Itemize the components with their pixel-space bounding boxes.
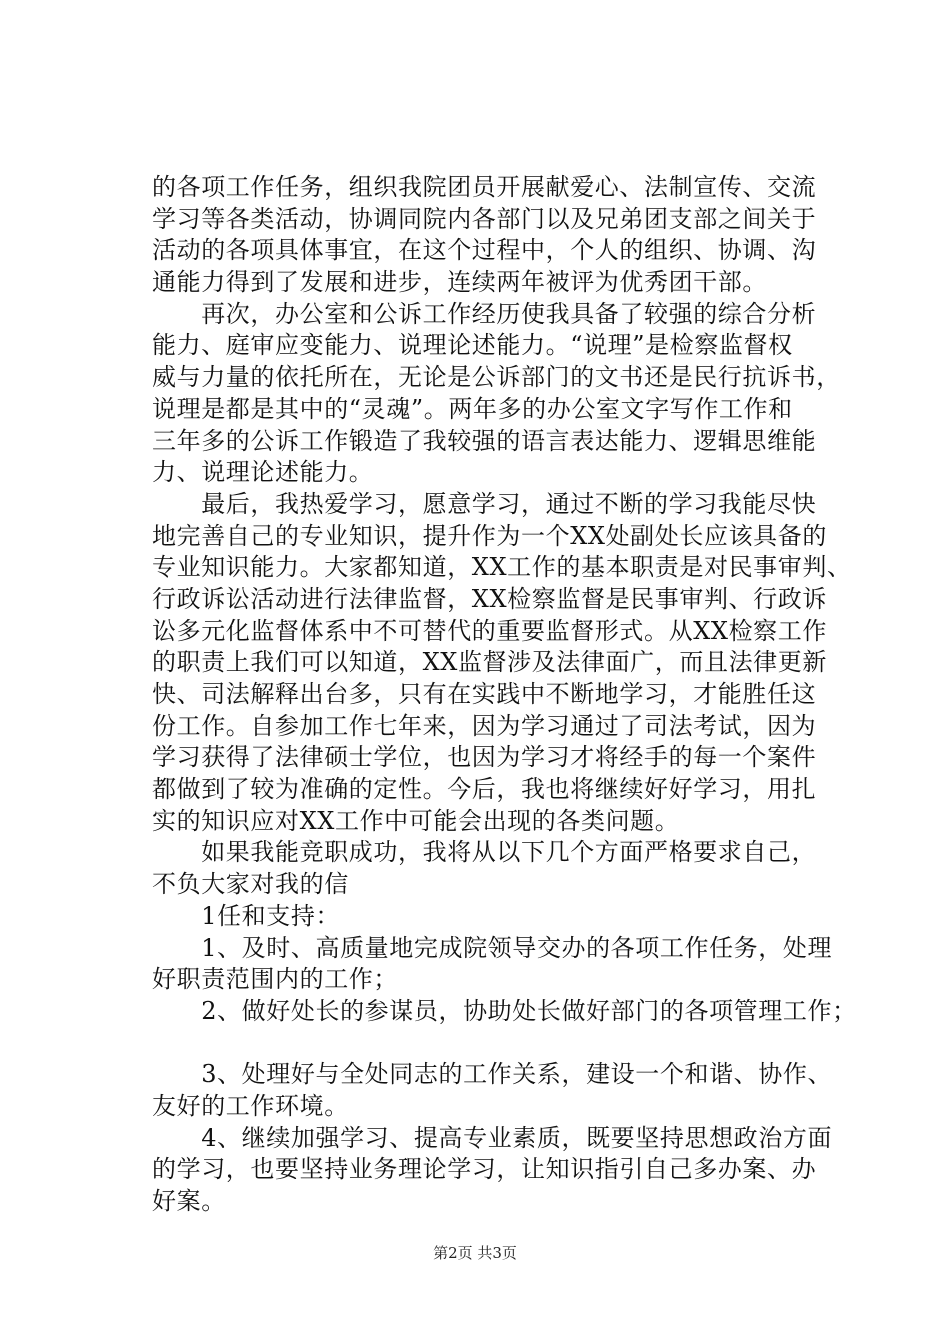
text-line: 的各项工作任务，组织我院团员开展献爱心、法制宣传、交流 — [152, 173, 817, 201]
text-line: 的学习，也要坚持业务理论学习，让知识指引自己多办案、办 — [152, 1155, 817, 1184]
text-line: 能力、庭审应变能力、说理论述能力。“说理”是检察监督权 — [152, 331, 793, 360]
text-line: 好职责范围内的工作； — [152, 965, 398, 994]
text-line: 份工作。自参加工作七年来，因为学习通过了司法考试，因为 — [152, 711, 817, 740]
text-line: 友好的工作环境。 — [152, 1091, 349, 1120]
text-line: 学习等各类活动，协调同院内各部门以及兄弟团支部之间关于 — [152, 204, 817, 233]
text-line: 行政诉讼活动进行法律监督，XX检察监督是民事审判、行政诉 — [152, 584, 827, 613]
text-line: 最后，我热爱学习，愿意学习，通过不断的学习我能尽快 — [152, 489, 817, 518]
page-footer: 第2页 共3页 — [433, 1244, 517, 1262]
text-line: 4、继续加强学习、提高专业素质，既要坚持思想政治方面 — [152, 1123, 833, 1152]
text-line: 的职责上我们可以知道，XX监督涉及法律面广，而且法律更新 — [152, 648, 827, 677]
text-line: 再次，办公室和公诉工作经历使我具备了较强的综合分析 — [152, 299, 817, 328]
text-line: 3、处理好与全处同志的工作关系，建设一个和谐、协作、 — [152, 1060, 833, 1089]
text-line: 三年多的公诉工作锻造了我较强的语言表达能力、逻辑思维能 — [152, 426, 817, 455]
text-line: 学习获得了法律硕士学位，也因为学习才将经手的每一个案件 — [152, 743, 817, 772]
text-line: 威与力量的依托所在，无论是公诉部门的文书还是民行抗诉书， — [152, 363, 841, 392]
text-line: 专业知识能力。大家都知道，XX工作的基本职责是对民事审判、 — [152, 553, 852, 582]
text-line: 不负大家对我的信 — [152, 870, 349, 899]
text-line: 2、做好处长的参谋员，协助处长做好部门的各项管理工作； — [152, 996, 857, 1025]
text-line: 1任和支持： — [152, 901, 341, 930]
text-line: 讼多元化监督体系中不可替代的重要监督形式。从XX检察工作 — [152, 616, 827, 645]
text-line: 通能力得到了发展和进步，连续两年被评为优秀团干部。 — [152, 268, 767, 297]
text-line: 如果我能竞职成功，我将从以下几个方面严格要求自己， — [152, 838, 817, 867]
text-line: 地完善自己的专业知识，提升作为一个XX处副处长应该具备的 — [152, 521, 827, 550]
text-line: 快、司法解释出台多，只有在实践中不断地学习，才能胜任这 — [152, 680, 817, 708]
document-body — [152, 172, 857, 1218]
text-line: 说理是都是其中的“灵魂”。两年多的办公室文字写作工作和 — [152, 394, 793, 423]
text-line: 实的知识应对XX工作中可能会出现的各类问题。 — [152, 806, 680, 835]
text-line: 活动的各项具体事宜，在这个过程中，个人的组织、协调、沟 — [152, 236, 817, 265]
text-line: 好案。 — [152, 1187, 226, 1215]
text-line: 力、说理论述能力。 — [152, 458, 374, 487]
text-line: 都做到了较为准确的定性。今后，我也将继续好好学习，用扎 — [152, 775, 817, 804]
blank-line — [152, 1028, 842, 1060]
text-line: 1、及时、高质量地完成院领导交办的各项工作任务，处理 — [152, 933, 833, 962]
